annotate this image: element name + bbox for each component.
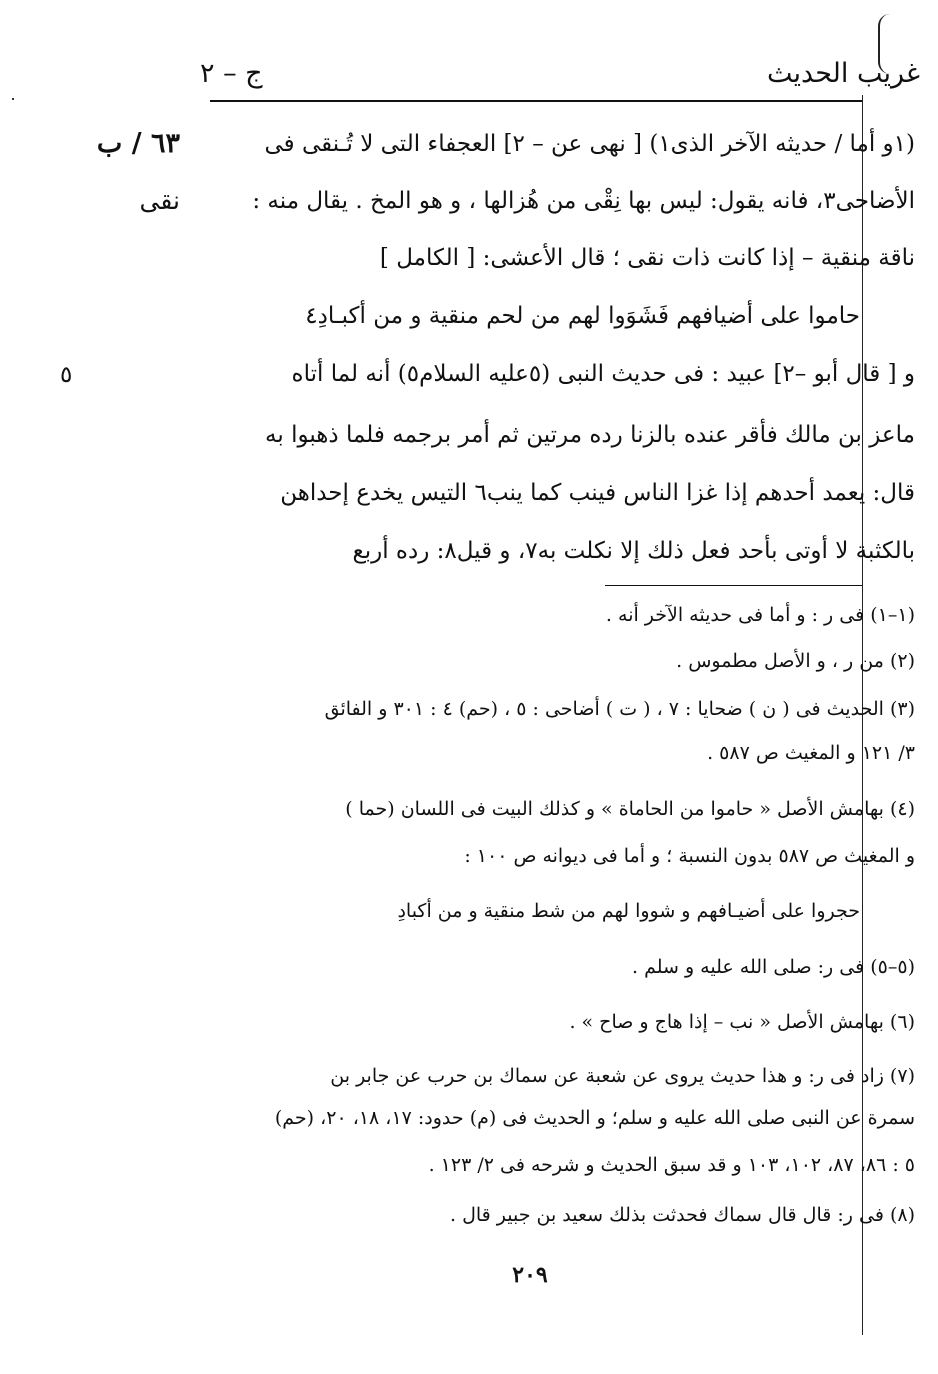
folio-reference: ٦٣ / ب <box>96 128 180 159</box>
body-line: قال: يعمد أحدهم إذا غزا الناس فينب كما ينب٦ التيس يخدع إحداهن <box>280 480 915 506</box>
running-title: غريب الحديث <box>767 58 920 89</box>
line-number-marker: ٥ <box>60 362 73 388</box>
footnote: و المغيث ص ٥٨٧ بدون النسبة ؛ و أما فى ديوانه ص ١٠٠ : <box>464 845 915 867</box>
page-number: ٢٠٩ <box>512 1262 548 1288</box>
footnote: ٣/ ١٢١ و المغيث ص ٥٨٧ . <box>707 742 915 764</box>
body-line: ماعز بن مالك فأقر عنده بالزنا رده مرتين ثم أمر برجمه فلما ذهبوا به <box>265 422 915 448</box>
verse-line: حاموا على أضيافهم فَشَوَوا لهم من لحم منقية و من أكبـادِ٤ <box>305 303 860 329</box>
footnote: (٦) بهامش الأصل « نب – إذا هاج و صاح » . <box>569 1011 915 1033</box>
body-line: و [ قال أبو –٢] عبيد : فى حديث النبى (٥عليه السلام٥) أنه لما أتاه <box>291 361 915 387</box>
footnote-verse: حجروا على أضيـافهم و شووا لهم من شط منقية و من أكبادِ <box>397 900 860 922</box>
margin-keyword: نقى <box>139 186 180 215</box>
footnote-separator <box>605 585 862 586</box>
header-rule <box>210 100 862 102</box>
scan-speck <box>12 98 14 100</box>
volume-label: ج – ٢ <box>200 58 263 89</box>
footnote: (٧) زاد فى ر: و هذا حديث يروى عن شعبة عن سماك بن حرب عن جابر بن <box>330 1065 915 1087</box>
footnote: ٥ : ٨٦، ٨٧، ١٠٢، ١٠٣ و قد سبق الحديث و شرحه فى ٢/ ١٢٣ . <box>428 1154 915 1176</box>
footnote: سمرة عن النبى صلى الله عليه و سلم؛ و الحديث فى (م) حدود: ١٧، ١٨، ٢٠، (حم) <box>274 1107 915 1129</box>
body-line: بالكثبة لا أوتى بأحد فعل ذلك إلا نكلت به٧، و قيل٨: رده أربع <box>352 538 915 564</box>
body-line: ناقة منقية – إذا كانت ذات نقى ؛ قال الأعشى: [ الكامل ] <box>379 245 915 271</box>
body-line: (١و أما / حديثه الآخر الذى١) [ نهى عن – ٢] العجفاء التى لا تُـنقى فى <box>264 131 915 157</box>
body-line: الأضاحى٣، فانه يقول: ليس بها نِقْى من هُزالها ، و هو المخ . يقال منه : <box>252 188 915 214</box>
footnote: (٥–٥) فى ر: صلى الله عليه و سلم . <box>631 956 915 978</box>
footnote: (٤) بهامش الأصل « حاموا من الحاماة » و كذلك البيت فى اللسان (حما ) <box>345 798 915 820</box>
footnote: (٣) الحديث فى ( ن ) ضحايا : ٧ ، ( ت ) أضاحى : ٥ ، (حم) ٤ : ٣٠١ و الفائق <box>324 698 915 720</box>
footnote: (٢) من ر ، و الأصل مطموس . <box>676 650 915 672</box>
footnote: (١–١) فى ر : و أما فى حديثه الآخر أنه . <box>605 604 915 626</box>
footnote: (٨) فى ر: قال قال سماك فحدثت بذلك سعيد بن جبير قال . <box>449 1204 915 1226</box>
